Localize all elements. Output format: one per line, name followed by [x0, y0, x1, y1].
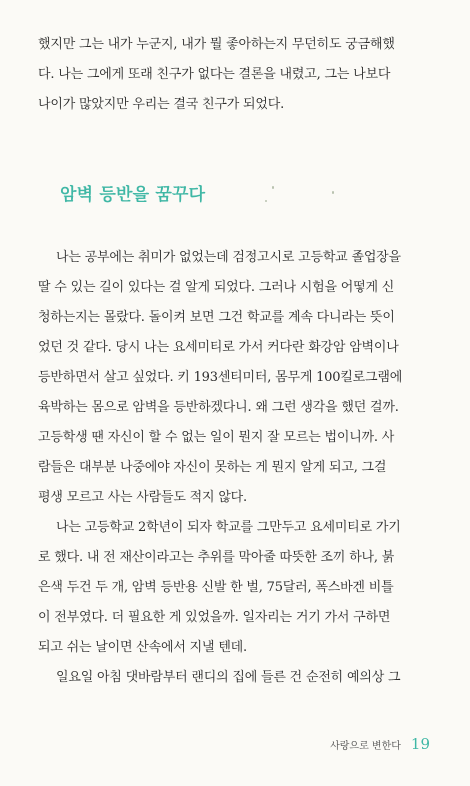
- paper-speck: [332, 191, 334, 194]
- text-line: 이 전부였다. 더 필요한 게 있었을까. 일자리는 거기 가서 구하면: [38, 610, 391, 625]
- page-number: 19: [410, 735, 430, 753]
- text-line: 일요일 아침 댓바람부터 랜디의 집에 들른 건 순전히 예의상 그: [56, 670, 401, 685]
- running-title: 사랑으로 변한다: [330, 741, 401, 752]
- paper-speck: [265, 200, 267, 202]
- paragraph: [38, 663, 434, 693]
- text-line: 등반하면서 살고 싶었다. 키 193센티미터, 몸무게 100킬로그램에: [38, 370, 403, 385]
- page-footer: [330, 735, 430, 753]
- text-line: 나는 고등학교 2학년이 되자 학교를 그만두고 요세미티로 가기: [56, 520, 401, 535]
- text-line: 람들은 대부분 나중에야 자신이 못하는 게 뭔지 알게 되고, 그걸: [38, 460, 387, 475]
- paragraph: [38, 513, 434, 663]
- section-heading: 암벽 등반을 꿈꾸다: [60, 185, 206, 205]
- paragraph-continued: [38, 30, 434, 120]
- text-line: 딸 수 있는 길이 있다는 걸 알게 되었다. 그러나 시험을 어떻게 신: [38, 280, 395, 295]
- text-line: 로 했다. 내 전 재산이라고는 추위를 막아줄 따뜻한 조끼 하나, 붉: [38, 550, 395, 565]
- paper-speck: [272, 186, 274, 189]
- text-line: 평생 모르고 사는 사람들도 적지 않다.: [38, 490, 247, 505]
- text-line: 나는 공부에는 취미가 없었는데 검정고시로 고등학교 졸업장을: [56, 250, 401, 265]
- text-line: 은색 두건 두 개, 암벽 등반용 신발 한 벌, 75달러, 폭스바겐 비틀: [38, 580, 394, 595]
- text-line: 육박하는 몸으로 암벽을 등반하겠다니. 왜 그런 생각을 했던 걸까.: [38, 400, 399, 415]
- text-line: 했지만 그는 내가 누군지, 내가 뭘 좋아하는지 무던히도 궁금해했: [38, 37, 395, 52]
- text-line: 고등학생 땐 자신이 할 수 없는 일이 뭔지 잘 모르는 법이니까. 사: [38, 430, 395, 445]
- text-line: 되고 쉬는 날이면 산속에서 지낼 텐데.: [38, 640, 247, 655]
- text-line: 나이가 많았지만 우리는 결국 친구가 되었다.: [38, 97, 285, 112]
- text-line: 청하는지는 몰랐다. 돌이켜 보면 그건 학교를 계속 다니라는 뜻이: [38, 310, 395, 325]
- text-line: 다. 나는 그에게 또래 친구가 없다는 결론을 내렸고, 그는 나보다: [38, 67, 391, 82]
- text-line: 었던 것 같다. 당시 나는 요세미티로 가서 커다란 화강암 암벽이나: [38, 340, 399, 355]
- paragraph: [38, 243, 434, 513]
